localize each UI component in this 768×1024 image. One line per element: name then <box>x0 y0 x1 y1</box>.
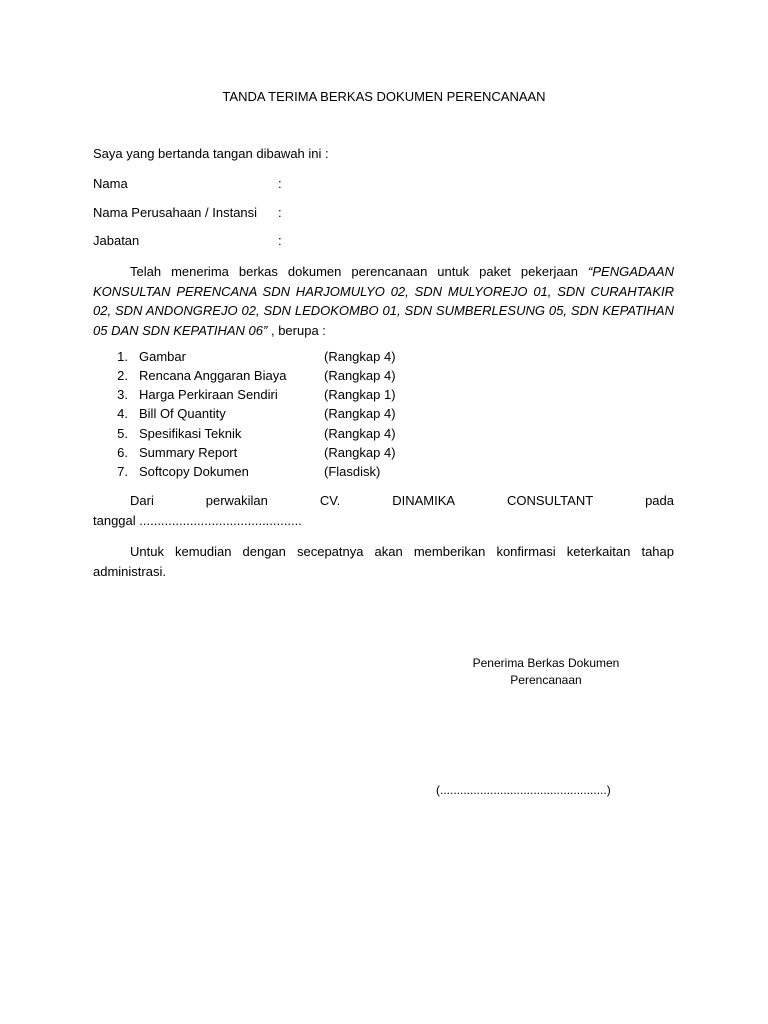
item-name: Harga Perkiraan Sendiri <box>139 387 278 402</box>
dari-word: pada <box>645 493 674 508</box>
dari-word: perwakilan <box>205 493 268 508</box>
item-copies: (Rangkap 4) <box>324 349 396 364</box>
project-name: “PENGADAAN KONSULTAN PERENCANA SDN HARJOMULYO 02, SDN MULYOREJO 01, SDN CURAHTAKIR 02, SDN ANDONGREJO 02, SDN LEDOKOMBO 01, SDN SUMBERLESUNG 05, SDN KEPATIHAN 05 DAN SDN KEPATIHAN 06” <box>93 264 674 338</box>
paragraph-tail: , berupa : <box>267 322 326 338</box>
item-number: 1. <box>117 349 128 364</box>
item-number: 2. <box>117 368 128 383</box>
item-name: Softcopy Dokumen <box>139 464 249 479</box>
item-number: 3. <box>117 387 128 402</box>
konfirmasi-paragraph <box>93 542 674 581</box>
item-copies: (Rangkap 4) <box>324 445 396 460</box>
document-title: TANDA TERIMA BERKAS DOKUMEN PERENCANAAN <box>222 89 546 104</box>
field-label-nama: Nama <box>93 176 128 191</box>
item-copies: (Rangkap 1) <box>324 387 396 402</box>
item-copies: (Flasdisk) <box>324 464 381 479</box>
paragraph-lead: Telah menerima berkas dokumen perencanaan untuk paket pekerjaan <box>130 264 589 279</box>
konfirmasi-text: Untuk kemudian dengan secepatnya akan memberikan konfirmasi keterkaitan tahap administrasi. <box>93 544 674 579</box>
field-colon-nama: : <box>278 176 282 191</box>
field-colon-jabatan: : <box>278 233 282 248</box>
dari-word: CV. <box>319 493 341 508</box>
item-copies: (Rangkap 4) <box>324 368 396 383</box>
item-name: Gambar <box>139 349 186 364</box>
item-number: 4. <box>117 406 128 421</box>
item-name: Rencana Anggaran Biaya <box>139 368 287 383</box>
field-label-jabatan: Jabatan <box>93 233 140 248</box>
receipt-paragraph <box>93 262 674 340</box>
field-label-perusahaan: Nama Perusahaan / Instansi <box>93 205 258 220</box>
item-name: Summary Report <box>139 445 238 460</box>
item-name: Spesifikasi Teknik <box>139 426 242 441</box>
tanggal-line: tanggal ............................................. <box>93 513 302 528</box>
signature-line: (..................................................) <box>436 783 611 797</box>
intro-text: Saya yang bertanda tangan dibawah ini : <box>93 146 329 161</box>
item-number: 5. <box>117 426 128 441</box>
item-copies: (Rangkap 4) <box>324 426 396 441</box>
item-name: Bill Of Quantity <box>139 406 226 421</box>
item-number: 6. <box>117 445 128 460</box>
item-copies: (Rangkap 4) <box>324 406 396 421</box>
dari-word: DINAMIKA <box>392 493 456 508</box>
signature-caption: Penerima Berkas Dokumen Perencanaan <box>472 656 620 687</box>
item-number: 7. <box>117 464 128 479</box>
dari-word: CONSULTANT <box>506 493 594 508</box>
dari-line <box>93 493 674 509</box>
field-colon-perusahaan: : <box>278 205 282 220</box>
dari-word: Dari <box>130 493 154 508</box>
